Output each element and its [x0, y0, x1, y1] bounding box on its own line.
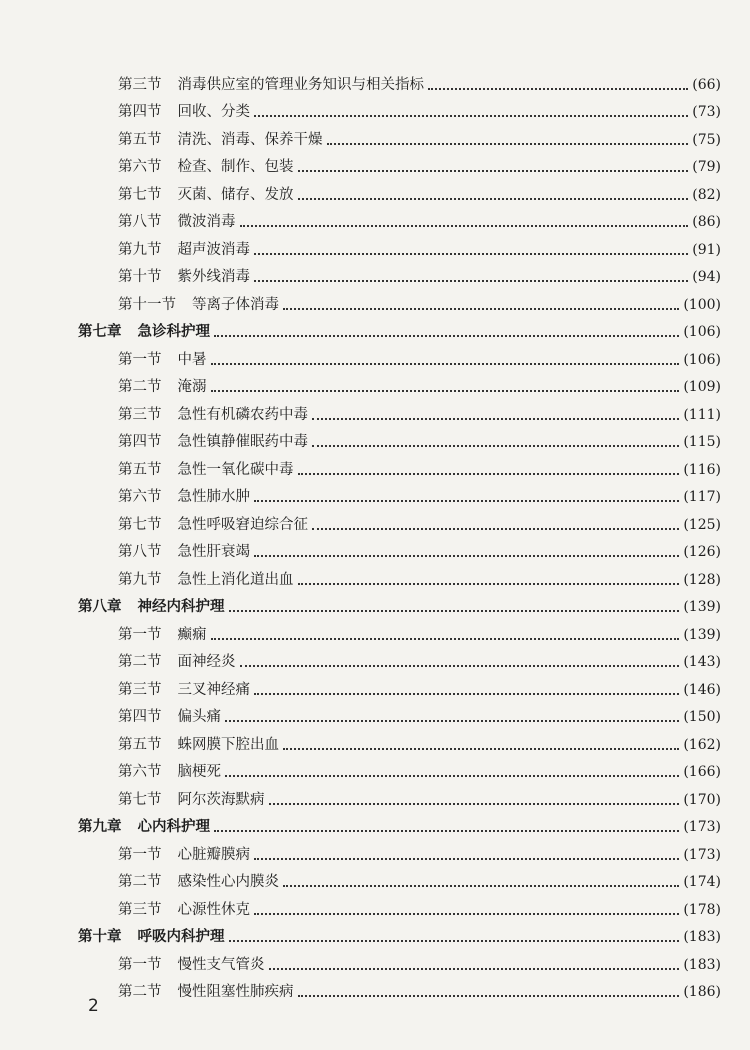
toc-entry-page: (91): [692, 241, 721, 258]
toc-entry-title: 三叉神经痛: [177, 681, 250, 698]
toc-section-entry: [78, 891, 721, 919]
toc-entry-title: 淹溺: [177, 379, 207, 395]
toc-section-entry: [78, 479, 721, 507]
toc-entry-number: 第三节: [118, 681, 162, 698]
toc-entry-title: 等离子体消毒: [192, 296, 279, 313]
toc-entry-number: 第一节: [118, 626, 162, 643]
toc-entry-title: 清洗、消毒、保养干燥: [177, 131, 323, 148]
toc-section-entry: [78, 726, 721, 754]
toc-entry-number: 第五节: [118, 131, 162, 148]
toc-entry-page: (128): [683, 571, 721, 588]
toc-entry-page: (86): [692, 214, 721, 230]
toc-section-entry: [78, 94, 721, 122]
toc-entry-page: (186): [683, 984, 721, 1000]
toc-entry-page: (162): [683, 736, 721, 753]
toc-section-entry: [78, 424, 721, 452]
toc-entry-number: 第七节: [118, 186, 162, 203]
toc-entry-number: 第一节: [118, 956, 162, 973]
dot-leader: [298, 582, 680, 585]
toc-entry-page: (139): [683, 626, 721, 643]
toc-entry-title: 阿尔茨海默病: [177, 791, 265, 808]
dot-leader: [269, 967, 680, 970]
toc-entry-title: 面神经炎: [177, 654, 236, 670]
toc-entry-number: 第二节: [118, 874, 162, 890]
toc-entry-number: 第九节: [118, 241, 162, 258]
toc-entry-title: 急诊科护理: [137, 323, 210, 340]
dot-leader: [269, 802, 680, 805]
dot-leader: [254, 692, 679, 695]
toc-chapter-entry: [78, 314, 721, 342]
toc-entry-number: 第三节: [118, 901, 162, 918]
toc-entry-number: 第四节: [118, 709, 162, 725]
toc-entry-page: (82): [692, 186, 721, 203]
toc-section-entry: [78, 149, 721, 177]
toc-section-entry: [78, 451, 721, 479]
toc-section-entry: [78, 231, 721, 259]
toc-entry-number: 第八节: [118, 214, 162, 230]
toc-section-entry: [78, 396, 721, 424]
toc-entry-page: (125): [683, 516, 721, 533]
dot-leader: [225, 774, 679, 777]
toc-entry-number: 第十章: [78, 928, 122, 945]
toc-entry-number: 第二节: [118, 654, 162, 670]
toc-entry-title: 急性肺水肿: [177, 489, 250, 505]
toc-section-entry: [78, 534, 721, 562]
dot-leader: [283, 747, 679, 750]
dot-leader: [327, 142, 689, 145]
toc-entry-title: 慢性支气管炎: [177, 956, 265, 973]
toc-section-entry: [78, 176, 721, 204]
dot-leader: [254, 114, 688, 117]
toc-entry-number: 第六节: [118, 159, 162, 175]
toc-entry-title: 癫痫: [177, 626, 207, 643]
dot-leader: [254, 252, 688, 255]
toc-entry-title: 紫外线消毒: [177, 269, 250, 285]
toc-section-entry: [78, 781, 721, 809]
toc-entry-page: (117): [683, 489, 721, 505]
toc-entry-number: 第十节: [118, 269, 162, 285]
dot-leader: [298, 197, 689, 200]
toc-entry-title: 检查、制作、包装: [177, 159, 294, 175]
toc-entry-number: 第一节: [118, 846, 162, 863]
dot-leader: [225, 719, 679, 722]
dot-leader: [211, 362, 680, 365]
toc-section-entry: [78, 836, 721, 864]
toc-entry-title: 感染性心内膜炎: [177, 874, 279, 890]
toc-entry-number: 第七节: [118, 516, 162, 533]
toc-entry-page: (146): [683, 681, 721, 698]
toc-section-entry: [78, 671, 721, 699]
toc-entry-title: 心脏瓣膜病: [177, 846, 250, 863]
toc-entry-number: 第四节: [118, 104, 162, 120]
toc-entry-title: 急性镇静催眠药中毒: [177, 434, 308, 450]
toc-entry-number: 第九节: [118, 571, 162, 588]
dot-leader: [229, 609, 680, 612]
dot-leader: [298, 994, 680, 997]
dot-leader: [211, 637, 680, 640]
toc-entry-number: 第二节: [118, 379, 162, 395]
dot-leader: [254, 912, 679, 915]
toc-entry-number: 第七章: [78, 323, 122, 340]
dot-leader: [312, 417, 679, 420]
toc-entry-title: 急性有机磷农药中毒: [177, 406, 308, 423]
toc-entry-page: (75): [692, 131, 721, 148]
toc-entry-number: 第六节: [118, 764, 162, 780]
toc-section-entry: [78, 506, 721, 534]
toc-entry-page: (139): [683, 599, 721, 615]
dot-leader: [240, 224, 689, 227]
dot-leader: [254, 279, 688, 282]
toc-entry-page: (170): [683, 791, 721, 808]
page-number: 2: [88, 996, 99, 1016]
toc-entry-title: 急性上消化道出血: [177, 571, 294, 588]
dot-leader: [214, 829, 679, 832]
toc-entry-page: (183): [683, 956, 721, 973]
toc-entry-title: 蛛网膜下腔出血: [177, 736, 279, 753]
toc-entry-title: 心源性休克: [177, 901, 250, 918]
toc-entry-number: 第五节: [118, 736, 162, 753]
dot-leader: [283, 884, 679, 887]
toc-entry-page: (66): [692, 76, 721, 93]
toc-entry-page: (100): [683, 296, 721, 313]
toc-entry-page: (173): [683, 846, 721, 863]
toc-section-entry: [78, 699, 721, 727]
toc-entry-title: 超声波消毒: [177, 241, 250, 258]
toc-section-entry: [78, 369, 721, 397]
toc-entry-title: 中暑: [177, 351, 207, 368]
dot-leader: [298, 472, 680, 475]
toc-entry-number: 第八章: [78, 598, 122, 615]
toc-entry-title: 微波消毒: [177, 214, 236, 230]
toc-entry-page: (109): [683, 379, 721, 395]
dot-leader: [240, 664, 680, 667]
toc-entry-page: (116): [683, 461, 721, 478]
toc-entry-number: 第九章: [78, 818, 122, 835]
toc-entry-title: 消毒供应室的管理业务知识与相关指标: [177, 76, 424, 93]
toc-entry-page: (178): [683, 901, 721, 918]
toc-entry-number: 第十一节: [118, 296, 176, 313]
toc-entry-page: (111): [683, 406, 721, 423]
dot-leader: [428, 87, 688, 90]
toc-section-entry: [78, 974, 721, 1002]
toc-section-entry: [78, 204, 721, 232]
toc-section-entry: [78, 616, 721, 644]
toc-section-entry: [78, 561, 721, 589]
toc-entry-number: 第八节: [118, 544, 162, 560]
dot-leader: [312, 444, 679, 447]
dot-leader: [254, 857, 679, 860]
toc-entry-title: 慢性阻塞性肺疾病: [177, 984, 294, 1000]
dot-leader: [229, 939, 680, 942]
toc-entry-title: 神经内科护理: [137, 598, 225, 615]
toc-entry-page: (73): [692, 104, 721, 120]
toc-entry-title: 急性肝衰竭: [177, 544, 250, 560]
toc-entry-number: 第六节: [118, 489, 162, 505]
toc-entry-number: 第二节: [118, 984, 162, 1000]
toc-entry-page: (173): [683, 819, 721, 835]
toc-entry-title: 灭菌、储存、发放: [177, 186, 294, 203]
toc-section-entry: [78, 644, 721, 672]
toc-entry-title: 回收、分类: [177, 104, 250, 120]
toc-entry-page: (150): [683, 709, 721, 725]
toc-entry-title: 急性一氧化碳中毒: [177, 461, 294, 478]
dot-leader: [312, 527, 679, 530]
dot-leader: [254, 499, 679, 502]
toc-section-entry: [78, 754, 721, 782]
toc-chapter-entry: [78, 589, 721, 617]
toc-entry-number: 第一节: [118, 351, 162, 368]
dot-leader: [211, 389, 680, 392]
dot-leader: [214, 334, 679, 337]
toc-chapter-entry: [78, 919, 721, 947]
toc-entry-number: 第七节: [118, 791, 162, 808]
toc-entry-page: (106): [683, 324, 721, 340]
toc-section-entry: [78, 121, 721, 149]
toc-section-entry: [78, 864, 721, 892]
toc-section-entry: [78, 66, 721, 94]
dot-leader: [283, 307, 679, 310]
toc-entry-page: (94): [692, 269, 721, 285]
toc-entry-title: 心内科护理: [137, 818, 210, 835]
toc-entry-page: (143): [683, 654, 721, 670]
toc-entry-title: 脑梗死: [177, 764, 221, 780]
toc-entry-page: (174): [683, 874, 721, 890]
toc-entry-page: (126): [683, 544, 721, 560]
dot-leader: [254, 554, 679, 557]
toc-entry-number: 第三节: [118, 406, 162, 423]
toc-section-entry: [78, 259, 721, 287]
table-of-contents: [78, 66, 721, 1001]
toc-entry-page: (115): [683, 434, 721, 450]
toc-entry-number: 第四节: [118, 434, 162, 450]
toc-entry-number: 第五节: [118, 461, 162, 478]
dot-leader: [298, 169, 689, 172]
toc-entry-page: (183): [683, 929, 721, 945]
toc-entry-page: (106): [683, 351, 721, 368]
toc-entry-title: 偏头痛: [177, 709, 221, 725]
toc-section-entry: [78, 286, 721, 314]
toc-entry-title: 呼吸内科护理: [137, 928, 225, 945]
toc-section-entry: [78, 946, 721, 974]
toc-section-entry: [78, 341, 721, 369]
toc-entry-page: (166): [683, 764, 721, 780]
toc-chapter-entry: [78, 809, 721, 837]
toc-entry-title: 急性呼吸窘迫综合征: [177, 516, 308, 533]
toc-entry-number: 第三节: [118, 76, 162, 93]
toc-entry-page: (79): [692, 159, 721, 175]
